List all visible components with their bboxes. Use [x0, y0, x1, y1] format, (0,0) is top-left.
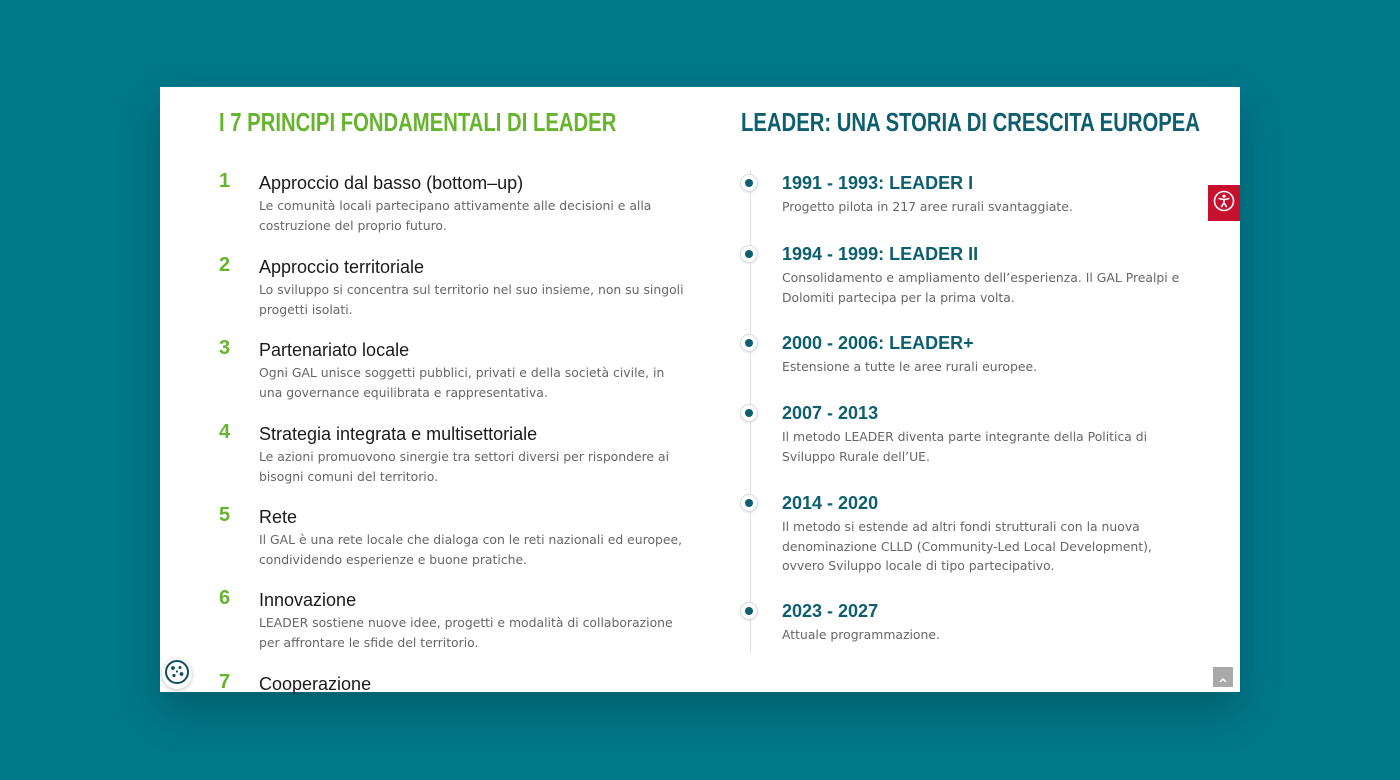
- principle-number: 6: [219, 587, 231, 609]
- timeline-text: Attuale programmazione.: [782, 627, 940, 642]
- chevron-up-icon: [1219, 668, 1227, 687]
- principle-text: Il GAL è una rete locale che dialoga con le reti nazionali ed europee, condividendo esperienze e buone pratiche.: [259, 532, 683, 567]
- timeline-text: Il metodo si estende ad altri fondi strutturali con la nuova denominazione CLLD (Community-Led Local Development), ovvero Sviluppo locale di tipo partecipativo.: [782, 519, 1152, 573]
- timeline-title: 2007 - 2013: [782, 403, 879, 423]
- principle-number: 3: [219, 337, 231, 359]
- cookie-icon: [164, 659, 190, 689]
- principle-title: Cooperazione: [259, 674, 372, 694]
- timeline-title: 2000 - 2006: LEADER+: [782, 333, 974, 353]
- timeline-dot-icon: [741, 405, 757, 421]
- principle-text: Le azioni promuovono sinergie tra settori diversi per rispondere ai bisogni comuni del territorio.: [259, 449, 670, 484]
- principle-text: Lo sviluppo si concentra sul territorio nel suo insieme, non su singoli progetti isolati.: [259, 282, 684, 317]
- principle-text: LEADER sostiene nuove idee, progetti e modalità di collaborazione per affrontare le sfide del territorio.: [259, 615, 673, 650]
- principle-number: 7: [219, 671, 231, 693]
- principle-title: Innovazione: [259, 590, 357, 610]
- principle-title: Rete: [259, 507, 298, 527]
- principles-title: I 7 PRINCIPI FONDAMENTALI DI LEADER: [219, 107, 617, 137]
- timeline-title: 1994 - 1999: LEADER II: [782, 244, 979, 264]
- timeline-text: Estensione a tutte le aree rurali europee.: [782, 359, 1038, 374]
- principle-title: Approccio dal basso (bottom–up): [259, 173, 524, 193]
- timeline-dot-icon: [741, 246, 757, 262]
- principle-text: Ogni GAL unisce soggetti pubblici, privati e della società civile, in una governance equilibrata e rappresentativa.: [259, 365, 665, 400]
- principle-number: 4: [219, 421, 231, 443]
- principle-title: Partenariato locale: [259, 340, 410, 360]
- principle-number: 5: [219, 504, 231, 526]
- accessibility-icon: [1213, 190, 1235, 216]
- principle-text: Le comunità locali partecipano attivamente alle decisioni e alla costruzione del proprio futuro.: [259, 198, 652, 233]
- timeline-title: 2023 - 2027: [782, 601, 879, 621]
- timeline-text: Il metodo LEADER diventa parte integrante della Politica di Sviluppo Rurale dell’UE.: [782, 429, 1148, 464]
- cookie-settings-button[interactable]: [162, 659, 192, 689]
- timeline-dot-icon: [741, 495, 757, 511]
- principle-title: Approccio territoriale: [259, 257, 425, 277]
- timeline-title: 1991 - 1993: LEADER I: [782, 173, 974, 193]
- timeline-dot-icon: [741, 335, 757, 351]
- history-title: LEADER: UNA STORIA DI CRESCITA EUROPEA: [741, 107, 1200, 137]
- principle-number: 1: [219, 170, 231, 192]
- principle-title: Strategia integrata e multisettoriale: [259, 424, 538, 444]
- timeline-dot-icon: [741, 175, 757, 191]
- timeline-text: Consolidamento e ampliamento dell’esperienza. Il GAL Prealpi e Dolomiti partecipa per la prima volta.: [782, 270, 1180, 305]
- timeline-text: Progetto pilota in 217 aree rurali svantaggiate.: [782, 199, 1073, 214]
- timeline-dot-icon: [741, 603, 757, 619]
- accessibility-button[interactable]: [1208, 185, 1240, 221]
- scroll-to-top-button[interactable]: [1213, 667, 1233, 687]
- principle-number: 2: [219, 254, 231, 276]
- timeline-title: 2014 - 2020: [782, 493, 879, 513]
